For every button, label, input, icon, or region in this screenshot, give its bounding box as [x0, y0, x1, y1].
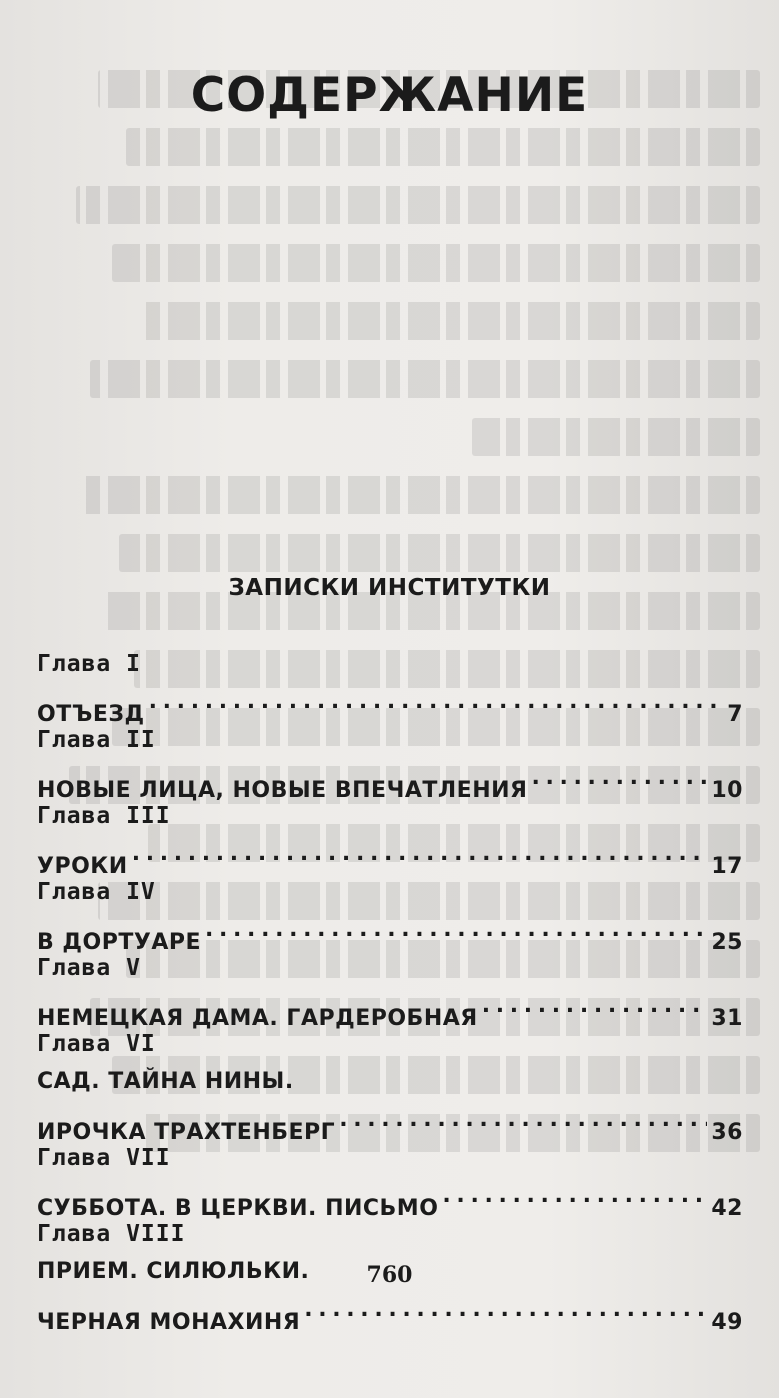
entry-page-number: 42: [711, 1196, 743, 1221]
entry-page-number: 36: [711, 1120, 743, 1145]
section-title: ЗАПИСКИ ИНСТИТУТКИ: [228, 575, 551, 601]
chapter-label: Глава IV: [37, 879, 156, 905]
chapter-label: Глава VI: [37, 1031, 156, 1057]
entry-title: НЕМЕЦКАЯ ДАМА. ГАРДЕРОБНАЯ: [37, 1006, 478, 1031]
chapter-label: Глава VII: [37, 1145, 171, 1171]
entry-page-number: 7: [727, 702, 743, 727]
entry-title: САД. ТАЙНА НИНЫ.: [37, 1069, 294, 1094]
chapter-label: Глава III: [37, 803, 171, 829]
toc-entry[interactable]: [37, 683, 743, 727]
entry-page-number: 31: [711, 1006, 743, 1031]
dot-leader: [442, 1177, 707, 1215]
entry-title: ОТЪЕЗД: [37, 702, 145, 727]
entry-title: УРОКИ: [37, 854, 128, 879]
chapter-label: Глава VIII: [37, 1221, 186, 1247]
entry-page-number: 25: [711, 930, 743, 955]
entry-title: ПРИЕМ. СИЛЮЛЬКИ.: [37, 1259, 310, 1284]
page-title: СОДЕРЖАНИЕ: [190, 68, 589, 123]
entry-title: НОВЫЕ ЛИЦА, НОВЫЕ ВПЕЧАТЛЕНИЯ: [37, 778, 528, 803]
page-number: 760: [366, 1262, 413, 1288]
toc-entry[interactable]: [37, 1291, 743, 1335]
entry-title: ИРОЧКА ТРАХТЕНБЕРГ: [37, 1120, 336, 1145]
toc-entry[interactable]: [37, 911, 743, 955]
dot-leader: [132, 835, 708, 873]
toc-entry[interactable]: [37, 759, 743, 803]
dot-leader: [482, 987, 708, 1025]
toc-entry[interactable]: [37, 1101, 743, 1145]
entry-title: СУББОТА. В ЦЕРКВИ. ПИСЬМО: [37, 1196, 439, 1221]
chapter-label: Глава I: [37, 651, 141, 677]
dot-leader: [304, 1291, 707, 1329]
toc-entry[interactable]: [37, 835, 743, 879]
table-of-contents: [37, 645, 743, 1335]
entry-title: ЧЕРНАЯ МОНАХИНЯ: [37, 1310, 301, 1335]
dot-leader: [149, 683, 724, 721]
toc-entry[interactable]: [37, 1177, 743, 1221]
toc-entry[interactable]: [37, 987, 743, 1031]
entry-page-number: 17: [711, 854, 743, 879]
entry-page-number: 49: [711, 1310, 743, 1335]
dot-leader: [205, 911, 707, 949]
dot-leader: [531, 759, 707, 797]
entry-title: В ДОРТУАРЕ: [37, 930, 201, 955]
entry-page-number: 10: [711, 778, 743, 803]
chapter-label: Глава V: [37, 955, 141, 981]
toc-entry-continuation[interactable]: [37, 1063, 743, 1101]
chapter-label: Глава II: [37, 727, 156, 753]
dot-leader: [339, 1101, 707, 1139]
